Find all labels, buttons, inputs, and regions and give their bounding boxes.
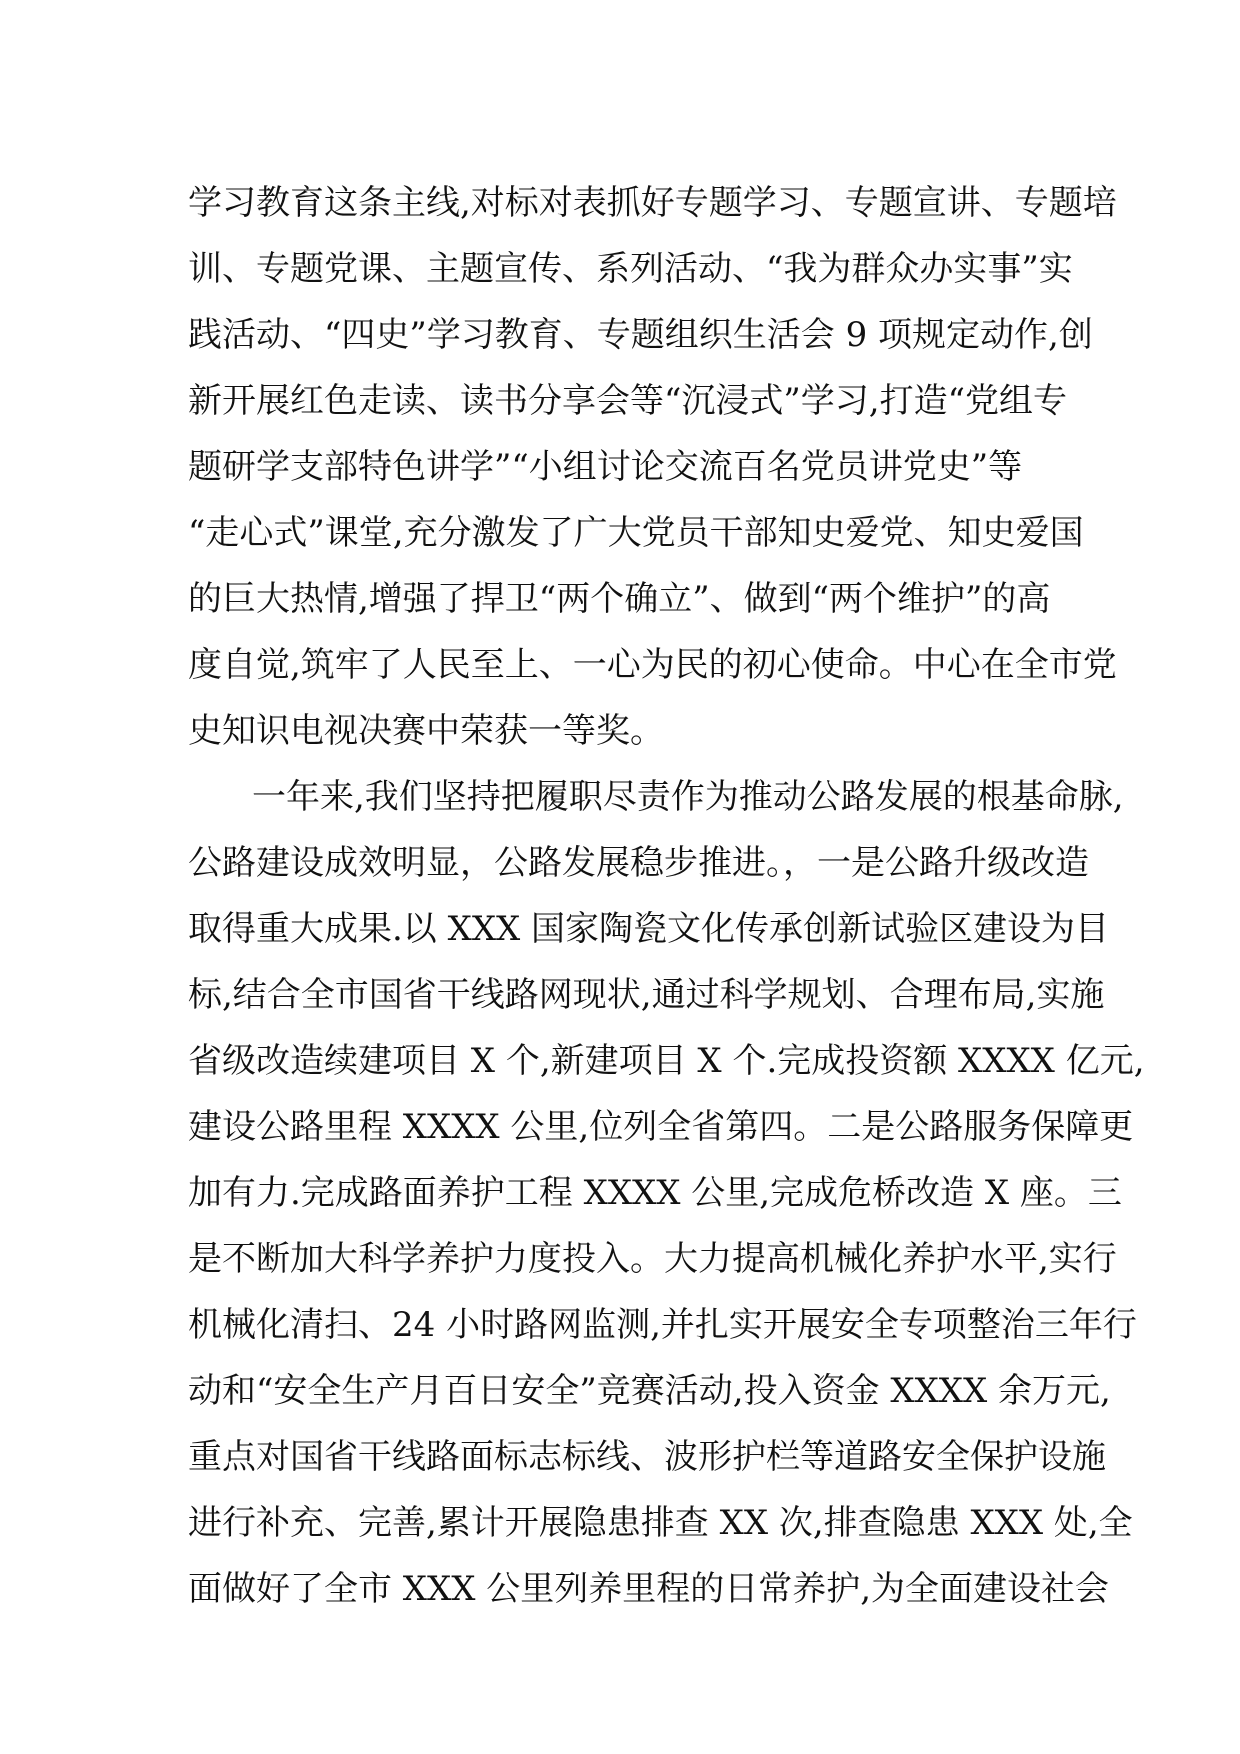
paragraph-2-line: 公路建设成效明显，公路发展稳步推进。，一是公路升级改造 xyxy=(188,843,1089,883)
paragraph-1-line: 学习教育这条主线,对标对表抓好专题学习、专题宣讲、专题培 xyxy=(188,183,1117,223)
paragraph-2-line: 建设公路里程 XXXX 公里,位列全省第四。二是公路服务保障更 xyxy=(188,1107,1134,1147)
paragraph-2-line: 一年来,我们坚持把履职尽责作为推动公路发展的根基命脉, xyxy=(252,777,1124,817)
paragraph-1-line: 践活动、“四史”学习教育、专题组织生活会 9 项规定动作,创 xyxy=(188,315,1093,355)
body-text xyxy=(188,170,1145,1622)
paragraph-2-line: 标,结合全市国省干线路网现状,通过科学规划、合理布局,实施 xyxy=(188,975,1105,1015)
paragraph-1-line: “走心式”课堂,充分激发了广大党员干部知史爱党、知史爱国 xyxy=(188,513,1084,553)
paragraph-2-line: 机械化清扫、24 小时路网监测,并扎实开展安全专项整治三年行 xyxy=(188,1305,1137,1345)
paragraph-2-line: 取得重大成果.以 XXX 国家陶瓷文化传承创新试验区建设为目 xyxy=(188,909,1110,949)
paragraph-2-line: 加有力.完成路面养护工程 XXXX 公里,完成危桥改造 X 座。三 xyxy=(188,1173,1122,1213)
paragraph-1 xyxy=(188,170,1117,764)
paragraph-1-line: 训、专题党课、主题宣传、系列活动、“我为群众办实事”实 xyxy=(188,249,1073,289)
paragraph-1-line: 史知识电视决赛中荣获一等奖。 xyxy=(188,711,664,751)
paragraph-1-line: 新开展红色走读、读书分享会等“沉浸式”学习,打造“党组专 xyxy=(188,381,1067,421)
paragraph-2 xyxy=(188,764,1145,1622)
paragraph-2-line: 面做好了全市 XXX 公里列养里程的日常养护,为全面建设社会 xyxy=(188,1569,1110,1609)
paragraph-2-line: 省级改造续建项目 X 个,新建项目 X 个.完成投资额 XXXX 亿元, xyxy=(188,1041,1145,1081)
paragraph-1-line: 度自觉,筑牢了人民至上、一心为民的初心使命。中心在全市党 xyxy=(188,645,1117,685)
paragraph-2-line: 是不断加大科学养护力度投入。大力提高机械化养护水平,实行 xyxy=(188,1239,1117,1279)
paragraph-2-line: 重点对国省干线路面标志标线、波形护栏等道路安全保护设施 xyxy=(188,1437,1106,1477)
paragraph-1-line: 的巨大热情,增强了捍卫“两个确立”、做到“两个维护”的高 xyxy=(188,579,1051,619)
paragraph-2-line: 进行补充、完善,累计开展隐患排查 XX 次,排查隐患 XXX 处,全 xyxy=(188,1503,1133,1543)
paragraph-2-line: 动和“安全生产月百日安全”竞赛活动,投入资金 XXXX 余万元, xyxy=(188,1371,1111,1411)
paragraph-1-line: 题研学支部特色讲学”“小组讨论交流百名党员讲党史”等 xyxy=(188,447,1023,487)
